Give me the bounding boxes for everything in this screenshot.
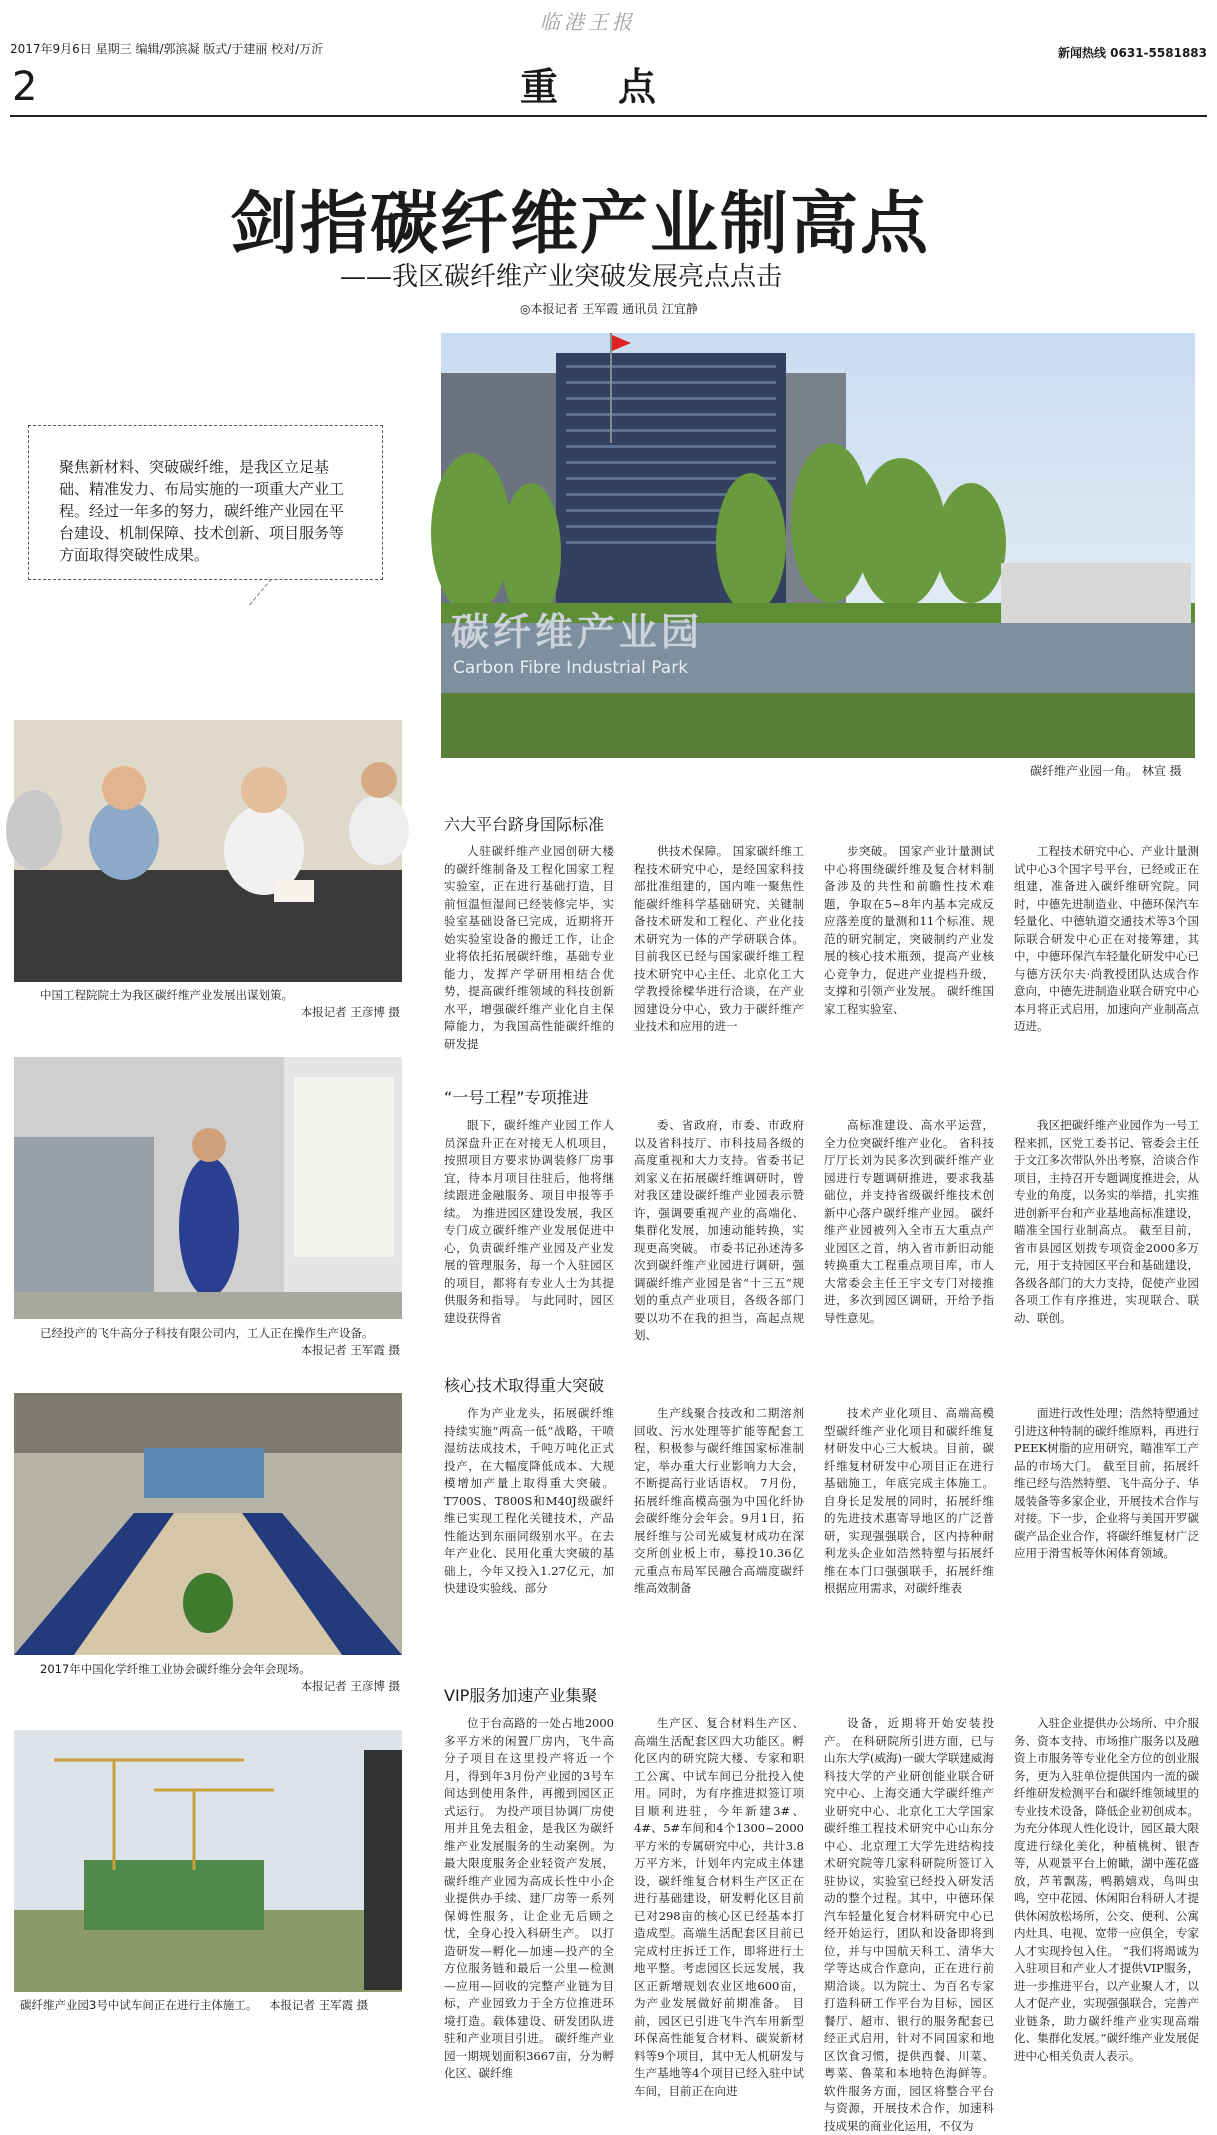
section-label: 重点 [520,64,717,109]
sec1-col3: 步突破。 国家产业计量测试中心将围绕碳纤维及复合材料制备涉及的共性和前瞻性技术难题，争取在5~8年内基本完成反应落差度的量测和11个标准、规范的研究制定，突破制约产业发展的核心技术瓶颈，提高产业核心竞争力，促进产业提档升级，支撑和引领产业发展。 碳纤维国家工程实验室、 [824,844,994,1016]
sec2-col3: 高标准建设、高水平运营，全力位突碳纤维产业化。 省科技厅厅长刘为民多次到碳纤维产业园进行专题调研推进，要求我基础位，并支持省级碳纤维技术创新中心落户碳纤维产业园。 碳纤维产业园被列入全市五大重点产业园区之首，纳入省市新旧动能转换重大工程重点项目库，市人大常委会主任王宇文专门对接推进，多次到园区调研，开给予指导性意见。 [824,1118,994,1325]
sec3-col1: 作为产业龙头，拓展碳纤维持续实施“两高一低”战略，干喷湿纺法成技术，千吨万吨化正式投产，在大幅度降低成本、大规模增加产量上取得重大突破。T700S、T800S和M40J级碳纤维已实现工程化关键技术，产品性能达到东丽同级别水平。在去年产业化、民用化重大突破的基础上，今年又投入1.27亿元，加快建设实验线、部分 [444,1406,614,1595]
page-number: 2 [12,64,38,110]
sec2-col2: 委、省政府，市委、市政府以及省科技厅、市科技局各级的高度重视和大力支持。省委书记刘家义在拓展碳纤维调研时，曾对我区建设碳纤维产业园表示赞许，强调要重视产业的高端化、集群化发展，加速动能转换，实现更高突破。 市委书记孙述涛多次到碳纤维产业园进行调研，强调碳纤维产业园是省“十三五”规划的重点产业项目，各级各部门要以功不在我的担当，高起点规划、 [634,1118,804,1342]
lead-callout [28,425,383,580]
sec3-col4: 面进行改性处理；浩然特塑通过引进这种特制的碳纤维原料，再进行PEEK树脂的应用研究，瞄准军工产品的市场大门。 截至目前，拓展纤维已经与浩然特塑、飞牛高分子、华晟装备等多家企业，开展技术合作与对接。下一步，企业将与美国开罗碳碳产品企业合作，将碳纤维复材广泛应用于滑雪板等休闲体育领域。 [1014,1406,1199,1560]
callout-tail [249,579,301,605]
masthead-logo: 临港王报 [540,10,636,34]
photo-caption-4: 碳纤维产业园3号中试车间正在进行主体施工。 本报记者 王军霞 摄 [20,1998,369,2012]
sec1-col1: 人驻碳纤维产业园创研大楼的碳纤维制备及工程化国家工程实验室，正在进行基础打造，目前恒温恒湿间已经装修完毕，实验室基础设备已完成，近期将开始实验室设备的搬迁工作，让企业将依托拓展碳纤维，基础专业能力，发挥产学研用相结合优势，提高碳纤维领域的科技创新水平，增强碳纤维产业化自主保障能力，为我国高性能碳纤维的研发提 [444,844,614,1051]
sec2-col1: 眼下，碳纤维产业园工作人员深盘升正在对接无人机项目，按照项目方要求协调装修厂房事宜，待本月项目往驻后，他将继续跟进金融服务、项目申报等手续。 为推进园区建设发展，我区专门成立碳纤维产业发展促进中心，负责碳纤维产业园及产业发展的管理服务，每一个入驻园区的项目，都将有专业人士为其提供服务和指导。 与此同时，园区建设获得省 [444,1118,614,1325]
hero-caption: 碳纤维产业园一角。 林宣 摄 [1030,764,1182,778]
park-sign-cn: 碳纤维产业园 [451,610,704,654]
sec3-col2: 生产线聚合技改和二期溶剂回收、污水处理等扩能等配套工程，积极参与碳纤维国家标准制定，举办重大行业影响力大会，不断提高行业话语权。 7月份，拓展纤维高模高强为中国化纤协会碳纤维分会年会。9月1日，拓展纤维与公司光威复材成功在深交所创业板上市，募投10.36亿元重点布局军民融合高端度碳纤维高效制备 [634,1406,804,1595]
photo-caption-1: 中国工程院院士为我区碳纤维产业发展出谋划策。 本报记者 王彦博 摄 [40,988,400,1019]
article-subtitle: ——我区碳纤维产业突破发展亮点点击 [340,262,783,292]
byline: ◎本报记者 王军霞 通讯员 江宜静 [520,302,698,316]
sec4-col2: 生产区、复合材料生产区、高端生活配套区四大功能区。孵化区内的研究院大楼、专家和职工公寓、中试车间已分批投入使用。同时，为有序推进拟签订项目顺利进驻，今年新建3#、4#、5#车间和4个1300~2000平方米的专属研究中心，共计3.8万平方米，计划年内完成主体建设，碳纤维复合材料生产区正在进行基础建设，研发孵化区目前已对298亩的核心区已经基本打造成型。高端生活配套区目前已完成村庄拆迁工作，即将进行土地平整。考虑园区长远发展，我区正新增规划农业区地600亩，为产业发展做好前期准备。 目前，园区已引进飞牛汽车用新型环保高性能复合材料、碳炭新材料等9个项目，其中无人机研发与生产基地等4个项目已经入驻中试车间，目前正在向进 [634,1716,804,2098]
photo-caption-2: 已经投产的飞牛高分子科技有限公司内，工人正在操作生产设备。 本报记者 王军霞 摄 [40,1326,400,1357]
header-rule [10,115,1207,117]
section-heading-2: “一号工程”专项推进 [444,1088,589,1107]
sec1-col2: 供技术保障。 国家碳纤维工程技术研究中心，是经国家科技部批准组建的，国内唯一聚焦性能碳纤维科学基础研究、关键制备技术研发和工程化、产业化技术研究为一体的产学研联合体。目前我区已经与国家碳纤维工程技术研究中心主任、北京化工大学教授徐樑华进行洽谈，在产业园建设分中心，致力于碳纤维产业技术和应用的进一 [634,844,804,1033]
sec3-col3: 技术产业化项目、高端高模型碳纤维产业化项目和碳纤维复材研发中心三大板块。目前，碳纤维复材研发中心项目正在进行基础施工，年底完成主体施工。 自身长足发展的同时，拓展纤维的先进技术惠寄导地区的广泛普研，实现强强联合，区内持种耐利龙头企业如浩然特塑与拓展纤维在本门口强强联手，拓展纤维根据应用需求，对碳纤维表 [824,1406,994,1595]
sec4-col3: 设备，近期将开始安装投产。 在科研院所引进方面，已与山东大学(威海)一碳大学联建威海科技大学的产业研创能业联合研究中心、上海交通大学碳纤维产业研究中心、北京化工大学国家碳纤维工程技术研究中心山东分中心、北京理工大学先进结构技术研究院等几家科研院所签订入驻协议，实验室已经投入研发活动的整个过程。其中，中德环保汽车轻量化复合材料研究中心已经开始运行，团队和设备即将到位，并与中国航天科工、清华大学等达成合作意向，正在进行前期洽谈。以为院士、为百名专家打造科研工作平台为目标，园区餐厅、超市、银行的服务配套已经正式启用，针对不同国家和地区饮食习惯，提供西餐、川菜、粤菜、鲁菜和本地特色海鲜等。 软件服务方面，园区将整合平台与资源，开展技术合作，加速科技成果的商业化运用，不仅为 [824,1716,994,2133]
lead-text: 聚焦新材料、突破碳纤维，是我区立足基础、精准发力、布局实施的一项重大产业工程。经过一年多的努力，碳纤维产业园在平台建设、机制保障、技术创新、项目服务等方面取得突破性成果。 [59,458,345,564]
photo-worker [14,1057,402,1319]
section-heading-3: 核心技术取得重大突破 [444,1376,605,1395]
photo-construction [14,1730,402,1992]
park-sign-en: Carbon Fibre Industrial Park [453,658,689,678]
sec4-col4: 入驻企业提供办公场所、中介服务、资本支持、市场推广服务以及融资上市服务等专业化全方位的创业服务，更为入驻单位提供国内一流的碳纤维研发检测平台和碳纤维领域里的专业技术设备，降低企业初创成本。 为充分体现人性化设计，园区最大限度进行绿化美化，种植桃树、银杏等，从观景平台上俯瞰，湖中莲花盛放，芦苇飘荡，鸭鹅嬉戏，鸟叫虫鸣，空中花园、休闲阳台科研人才提供休闲放松场所，公交、便利、公寓内灶具、电视、宽带一应俱全，专家人才实现拎包入住。 “我们将竭诚为入驻项目和产业人才提供VIP服务，进一步推进平台，以产业聚人才，以人才促产业，实现强强联合，完善产业链条，助力碳纤维产业实现高端化、集群化发展。”碳纤维产业发展促进中心相关负责人表示。 [1014,1716,1199,2063]
sec2-col4: 我区把碳纤维产业园作为一号工程来抓，区党工委书记、管委会主任于文江多次带队外出考察，洽谈合作项目，主持召开专题调度推进会，从专业的角度，以务实的举措，扎实推进创新平台和产业基地高标准建设，瞄准全国行业制高点。 截至目前，省市县园区划拨专项资金2000多万元，用于支持园区平台和基础建设，各级各部门的大力支持，促使产业园各项工作有序推进，实现联合、联动、联创。 [1014,1118,1199,1325]
article-title: 剑指碳纤维产业制高点 [230,184,931,264]
section-heading-4: VIP服务加速产业集聚 [444,1686,598,1705]
photo-academician [14,720,402,982]
hero-photo [441,333,1195,758]
sec1-col4: 工程技术研究中心、产业计量测试中心3个国字号平台，已经或正在组建，准备进入碳纤维研究院。同时，中德先进制造业、中德环保汽车轻量化、中德轨道交通技术等3个国际联合研发中心正在对接筹建，其中，中德环保汽车轻量化研发中心已与德方沃尔夫·尚教授团队达成合作意向，中德先进制造业联合研究中心本月将正式启用，加速向产业制高点迈进。 [1014,844,1199,1033]
photo-conference [14,1393,402,1655]
hotline: 新闻热线 0631-5581883 [1057,46,1207,60]
section-heading-1: 六大平台跻身国际标准 [444,815,605,834]
issue-meta: 2017年9月6日 星期三 编辑/郭滨凝 版式/于建丽 校对/万沂 [10,42,324,56]
photo-caption-3: 2017年中国化学纤维工业协会碳纤维分会年会现场。 本报记者 王彦博 摄 [40,1662,400,1693]
sec4-col1: 位于台高路的一处占地2000多平方米的闲置厂房内，飞牛高分子项目在这里投产将近一个月，得到年3月份产业园的3号车间达到使用条件，再搬到园区正式运行。 为投产项目协调厂房使用并且免去租金，是我区为碳纤维产业发展服务的生动案例。为最大限度服务企业轻资产发展，碳纤维产业园为高成长性中小企业提供办手续、建厂房等一系列保姆性服务，让企业无后顾之忧，全身心投入科研生产。 以打造研发—孵化—加速—投产的全方位服务链和最后一公里—检测—应用—回收的完整产业链为目标，产业园致力于全方位推进环境打造。载体建设、研发团队进驻和产业项目引进。 碳纤维产业园一期规划面积3667亩，分为孵化区、碳纤维 [444,1716,614,2080]
